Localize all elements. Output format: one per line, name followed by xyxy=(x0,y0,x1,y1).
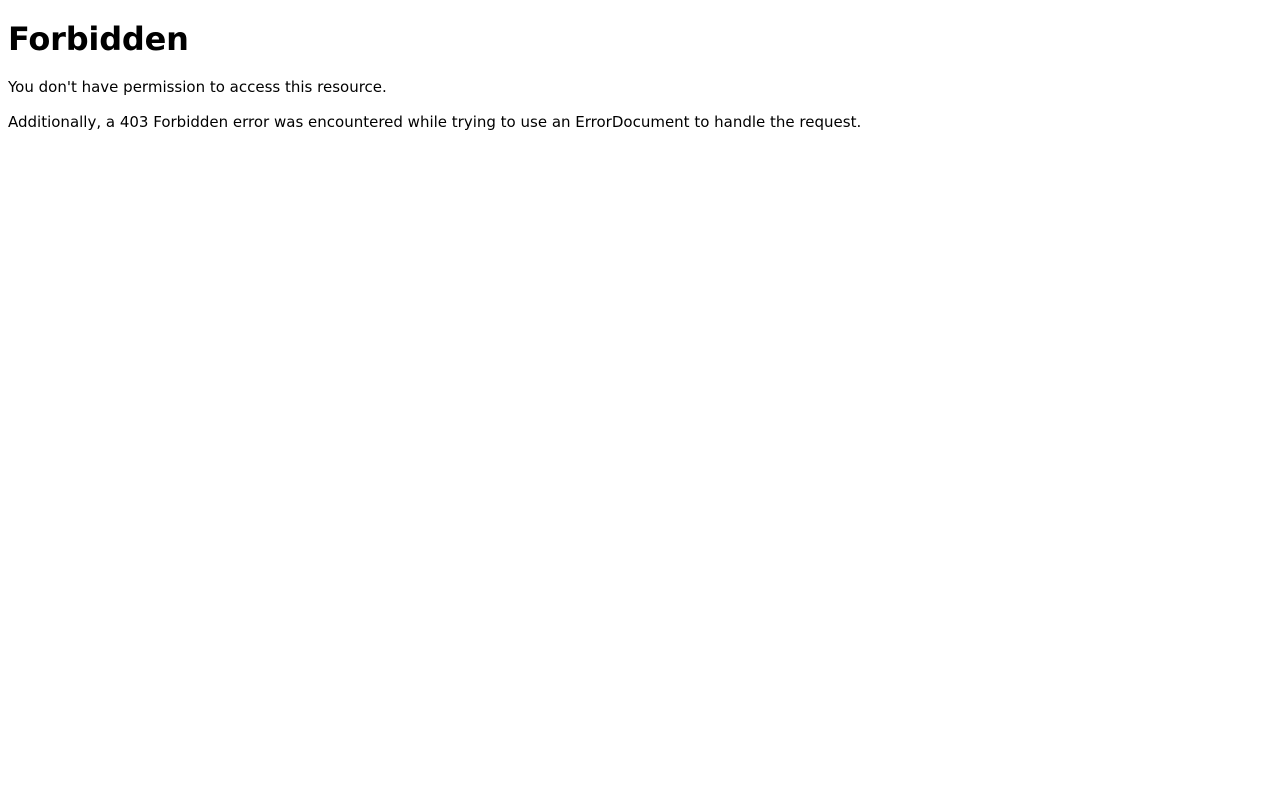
error-page xyxy=(0,0,1280,156)
error-message-primary: You don't have permission to access this resource. xyxy=(8,78,387,97)
page-title: Forbidden xyxy=(8,20,189,58)
error-message-secondary: Additionally, a 403 Forbidden error was encountered while trying to use an ErrorDocument to handle the request. xyxy=(8,112,862,131)
